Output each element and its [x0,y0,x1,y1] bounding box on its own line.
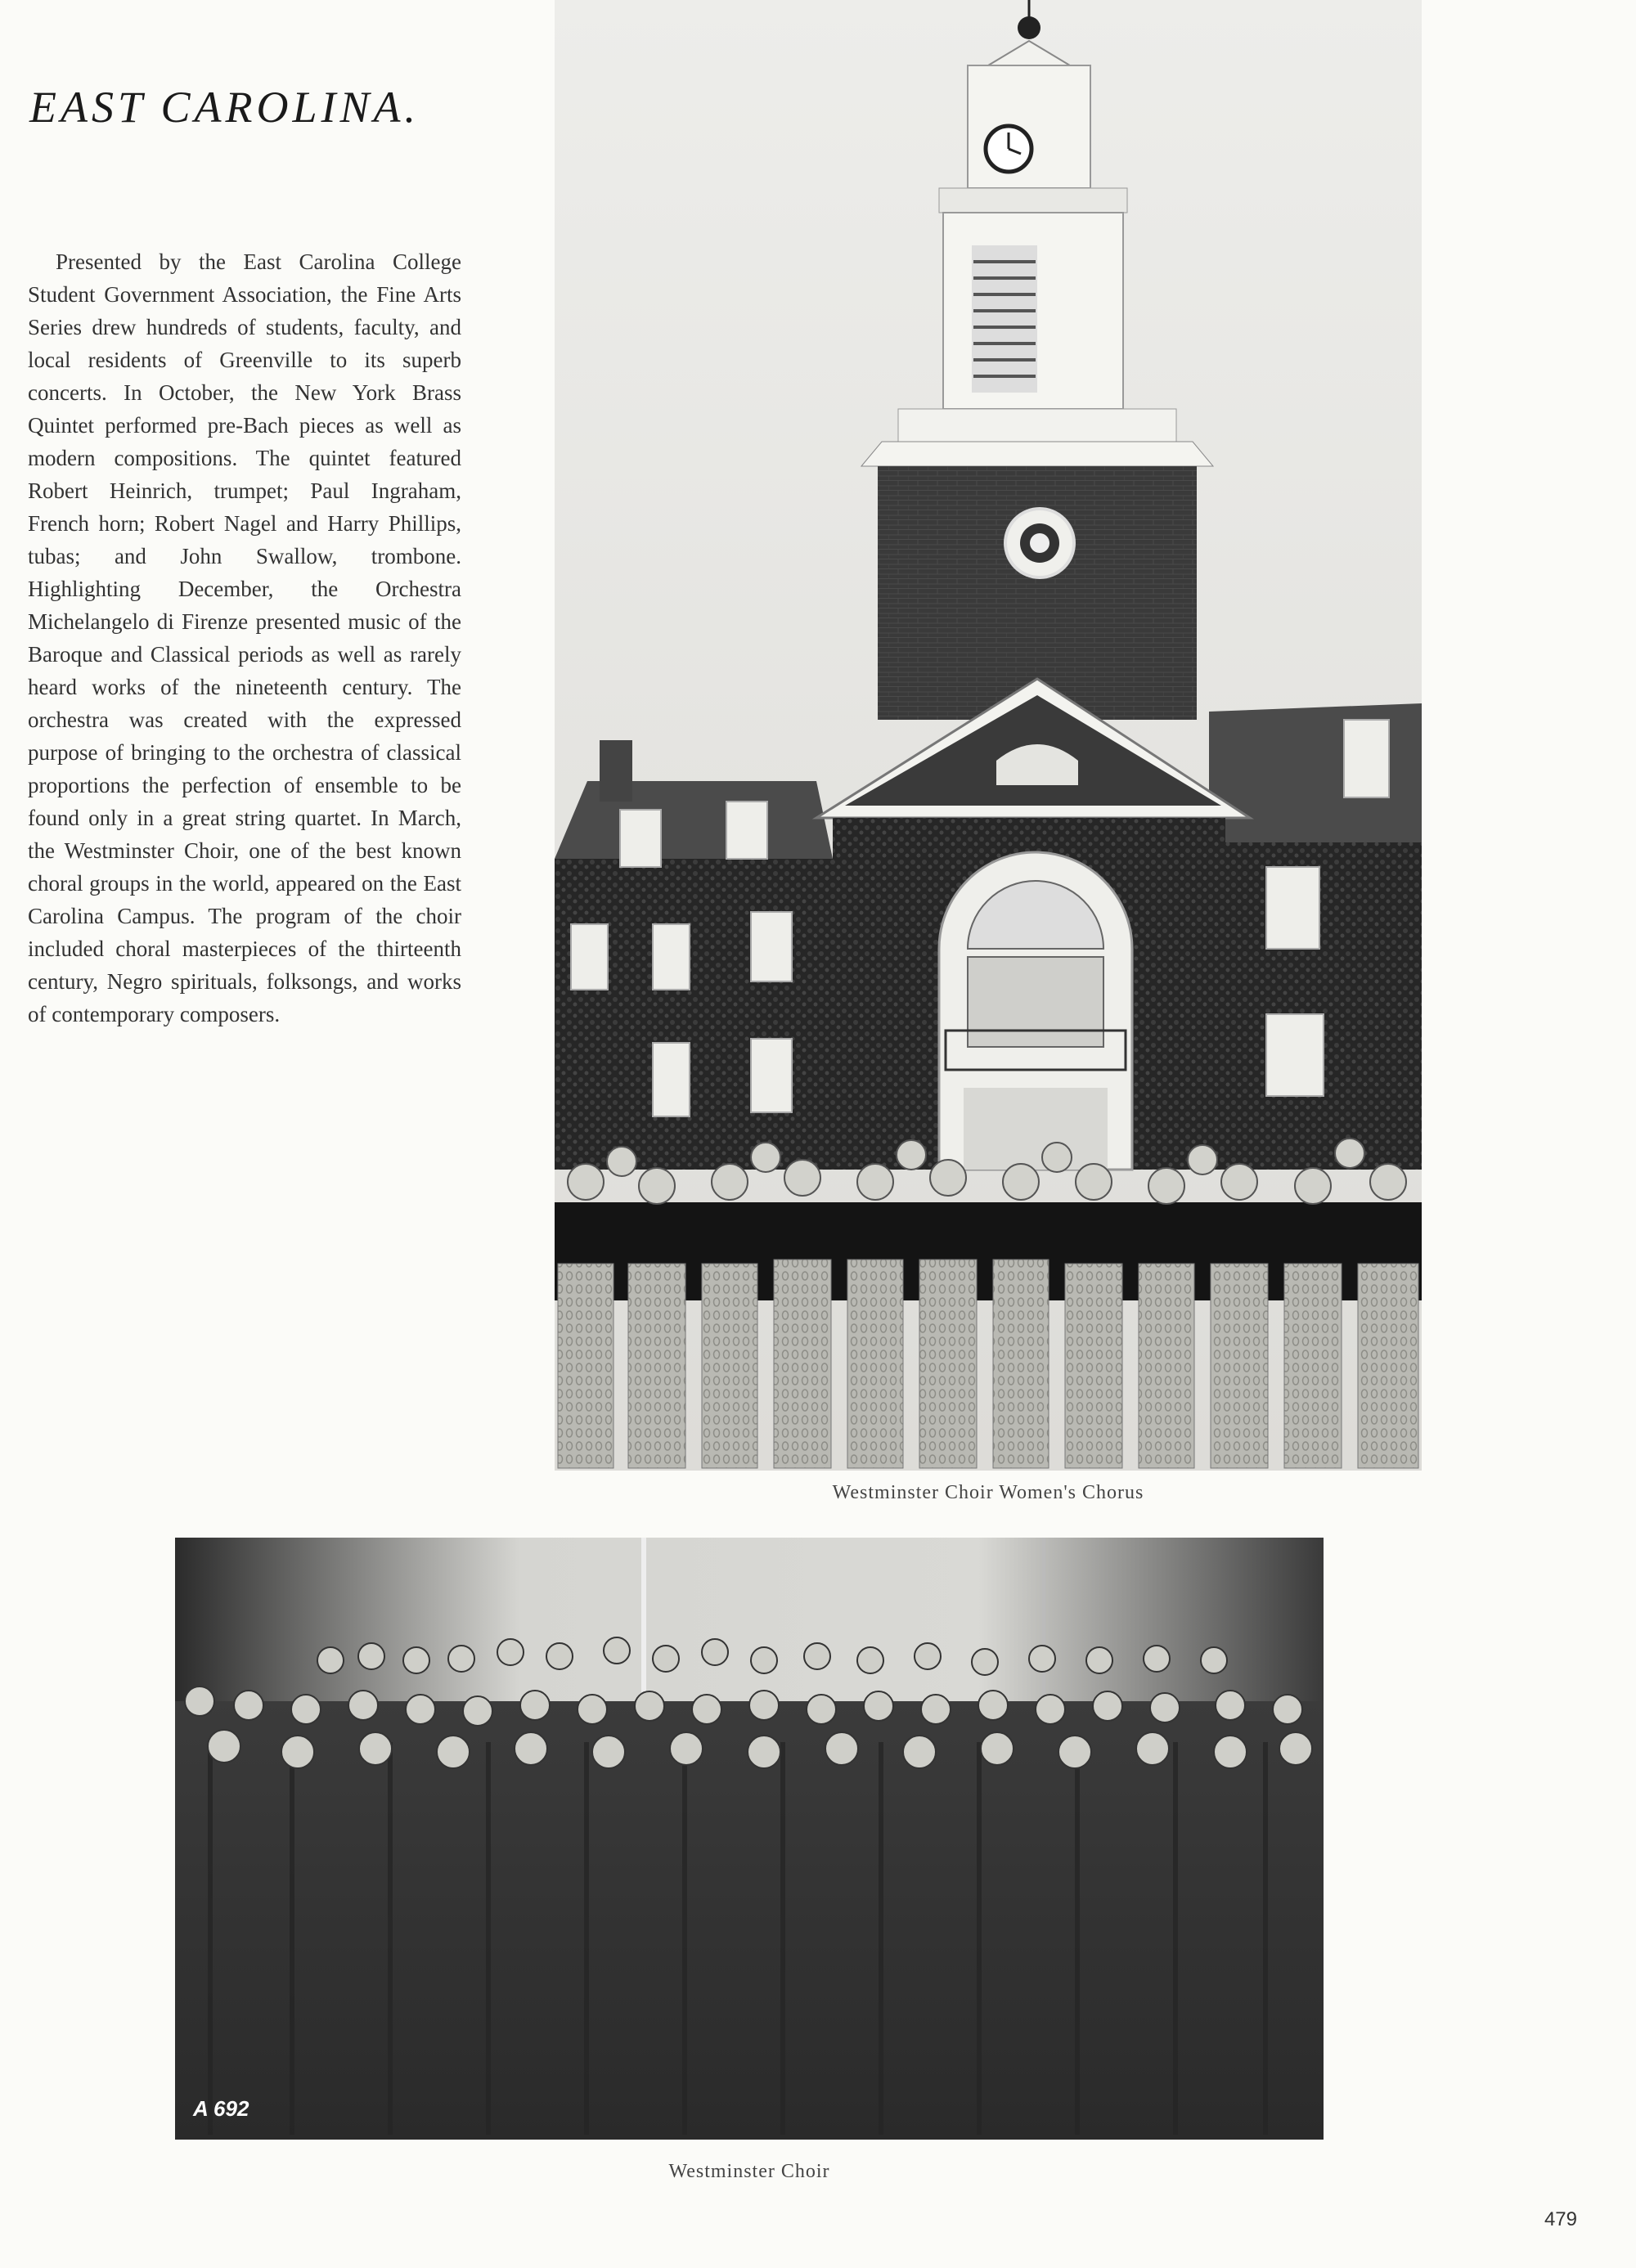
plate-number: A 692 [193,2096,249,2121]
page-number: 479 [1544,2208,1577,2230]
womens-chorus-photo [555,0,1422,1471]
womens-chorus-caption: Westminster Choir Women's Chorus [832,1482,1144,1503]
article-body: Presented by the East Carolina College Student Government Association, the Fine Arts Series drew hundreds of students, faculty, and local residents of Greenville to its superb concerts. In October, the New York Brass Quintet performed pre-Bach pieces as well as modern compositions. The quintet featured Robert Heinrich, trumpet; Paul Ingraham, French horn; Robert Nagel and Harry Phillips, tubas; and John Swallow, trombone. Highlighting December, the Orchestra Michelangelo di Firenze presented music of the Baroque and Classical periods as well as rarely heard works of the nineteenth century. The orchestra was created with the expressed purpose of bringing to the orchestra of classical proportions the perfection of ensemble to be found only in a great string quartet. In March, the Westminster Choir, one of the best known choral groups in the world, appeared on the East Carolina Campus. The program of the choir included choral masterpieces of the thirteenth century, Negro spirituals, folksongs, and works of contemporary composers. [28,249,461,1026]
westminster-choir-photo [175,1538,1324,2140]
page-title: EAST CAROLINA. [29,83,420,132]
westminster-choir-caption: Westminster Choir [668,2161,830,2182]
